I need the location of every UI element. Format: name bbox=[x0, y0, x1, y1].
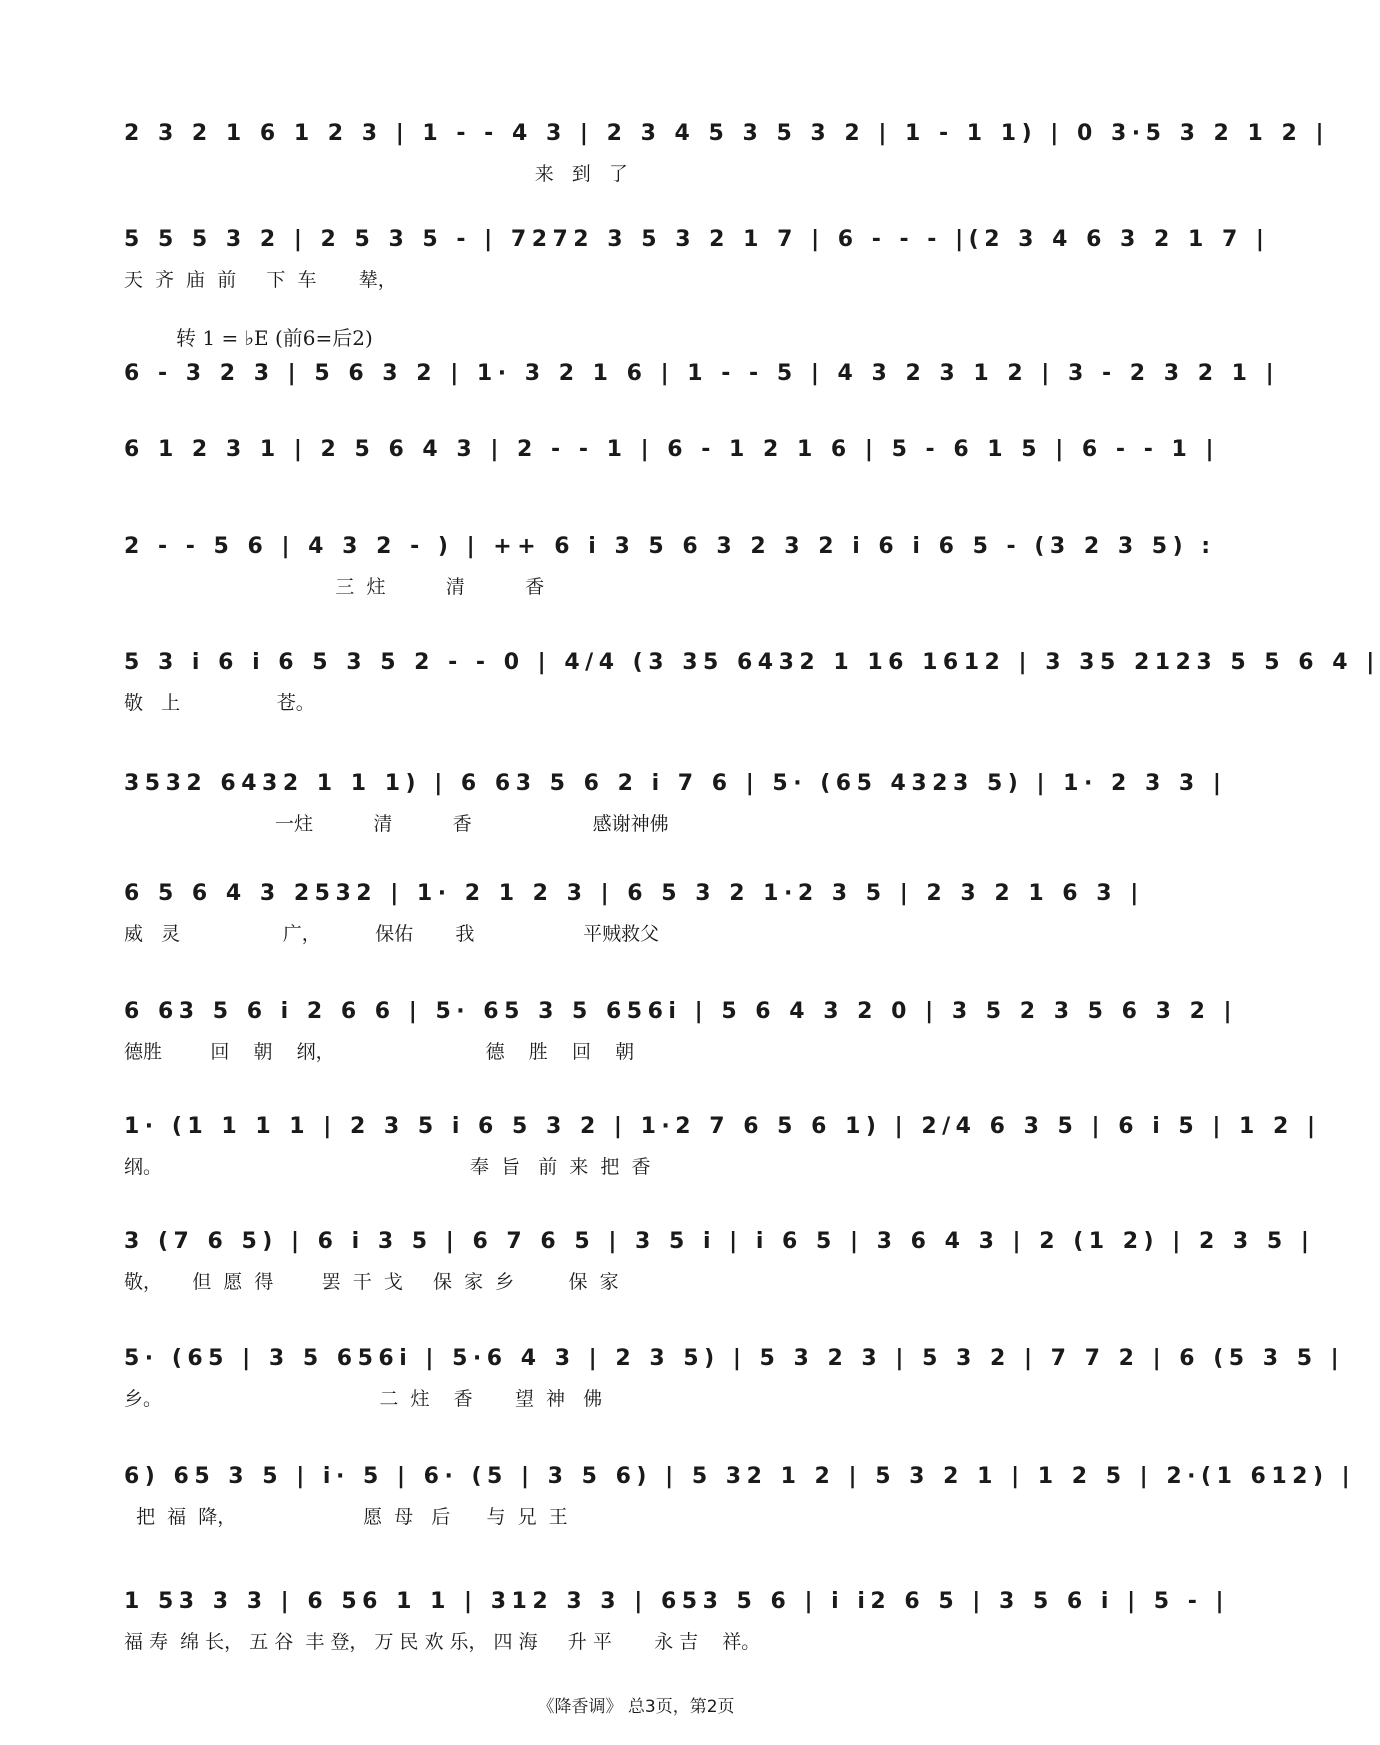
lyrics-line: 福 寿 绵 长， 五 谷 丰 登， 万 民 欢 乐， 四 海 升 平 永 吉 祥。 bbox=[124, 1631, 761, 1653]
notation-line: 6 - 3 2 3 | 5 6 3 2 | 1· 3 2 1 6 | 1 - - 5 | 4 3 2 3 1 2 | 3 - 2 3 2 1 | bbox=[124, 361, 1280, 386]
lyrics-line: 三 炷 清 香 bbox=[124, 576, 545, 598]
lyrics-line: 纲。 奉 旨 前 来 把 香 bbox=[124, 1156, 651, 1178]
lyrics-line: 敬 上 苍。 bbox=[124, 692, 315, 714]
lyrics-line bbox=[124, 400, 1184, 428]
notation-line: 5 3 i 6 i 6 5 3 5 2 - - 0 | 4/4 (3 35 6432 1 16 1612 | 3 35 2123 5 5 6 4 | bbox=[124, 650, 1380, 675]
lyrics-line: 天 齐 庙 前 下 车 辇， bbox=[124, 269, 397, 291]
notation-line: 6 63 5 6 i 2 6 6 | 5· 65 3 5 656i | 5 6 4 3 2 0 | 3 5 2 3 5 6 3 2 | bbox=[124, 999, 1238, 1024]
page-footer: 《降香调》 总3页，第2页 bbox=[537, 1697, 735, 1717]
lyrics-line: 威 灵 广， 保佑 我 平贼救父 bbox=[124, 923, 660, 945]
lyrics-line: 一炷 清 香 感谢神佛 bbox=[124, 813, 669, 835]
notation-line: 3 (7 6 5) | 6 i 3 5 | 6 7 6 5 | 3 5 i | i 6 5 | 3 6 4 3 | 2 (1 2) | 2 3 5 | bbox=[124, 1229, 1315, 1254]
lyrics-line bbox=[124, 476, 1184, 504]
notation-line: 6) 65 3 5 | i· 5 | 6· (5 | 3 5 6) | 5 32 1 2 | 5 3 2 1 | 1 2 5 | 2·(1 612) | bbox=[124, 1464, 1356, 1489]
key-change-marking: 转 1 = ♭E (前6=后2) bbox=[176, 326, 373, 350]
notation-line: 3532 6432 1 1 1) | 6 63 5 6 2 i 7 6 | 5· (65 4323 5) | 1· 2 3 3 | bbox=[124, 771, 1227, 796]
notation-line: 6 5 6 4 3 2532 | 1· 2 1 2 3 | 6 5 3 2 1·2 3 5 | 2 3 2 1 6 3 | bbox=[124, 881, 1144, 906]
lyrics-line: 来 到 了 bbox=[124, 163, 628, 185]
notation-line: 5 5 5 3 2 | 2 5 3 5 - | 7272 3 5 3 2 1 7 | 6 - - - |(2 3 4 6 3 2 1 7 | bbox=[124, 227, 1270, 252]
lyrics-line: 把 福 降， 愿 母 后 与 兄 王 bbox=[124, 1506, 568, 1528]
notation-line: 2 3 2 1 6 1 2 3 | 1 - - 4 3 | 2 3 4 5 3 5 3 2 | 1 - 1 1) | 0 3·5 3 2 1 2 | bbox=[124, 121, 1329, 146]
notation-line: 6 1 2 3 1 | 2 5 6 4 3 | 2 - - 1 | 6 - 1 2 1 6 | 5 - 6 1 5 | 6 - - 1 | bbox=[124, 437, 1219, 462]
notation-line: 5· (65 | 3 5 656i | 5·6 4 3 | 2 3 5) | 5 3 2 3 | 5 3 2 | 7 7 2 | 6 (5 3 5 | bbox=[124, 1346, 1345, 1371]
notation-line: 1· (1 1 1 1 | 2 3 5 i 6 5 3 2 | 1·2 7 6 5 6 1) | 2/4 6 3 5 | 6 i 5 | 1 2 | bbox=[124, 1114, 1321, 1139]
notation-line: 2 - - 5 6 | 4 3 2 - ) | ++ 6 i 3 5 6 3 2 3 2 i 6 i 6 5 - (3 2 3 5) : bbox=[124, 534, 1216, 559]
lyrics-line: 敬， 但 愿 得 罢 干 戈 保 家 乡 保 家 bbox=[124, 1271, 619, 1293]
lyrics-line: 乡。 二 炷 香 望 神 佛 bbox=[124, 1388, 603, 1410]
notation-line: 1 53 3 3 | 6 56 1 1 | 312 3 3 | 653 5 6 | i i2 6 5 | 3 5 6 i | 5 - | bbox=[124, 1589, 1230, 1614]
lyrics-line: 德胜 回 朝 纲， 德 胜 回 朝 bbox=[124, 1041, 635, 1063]
